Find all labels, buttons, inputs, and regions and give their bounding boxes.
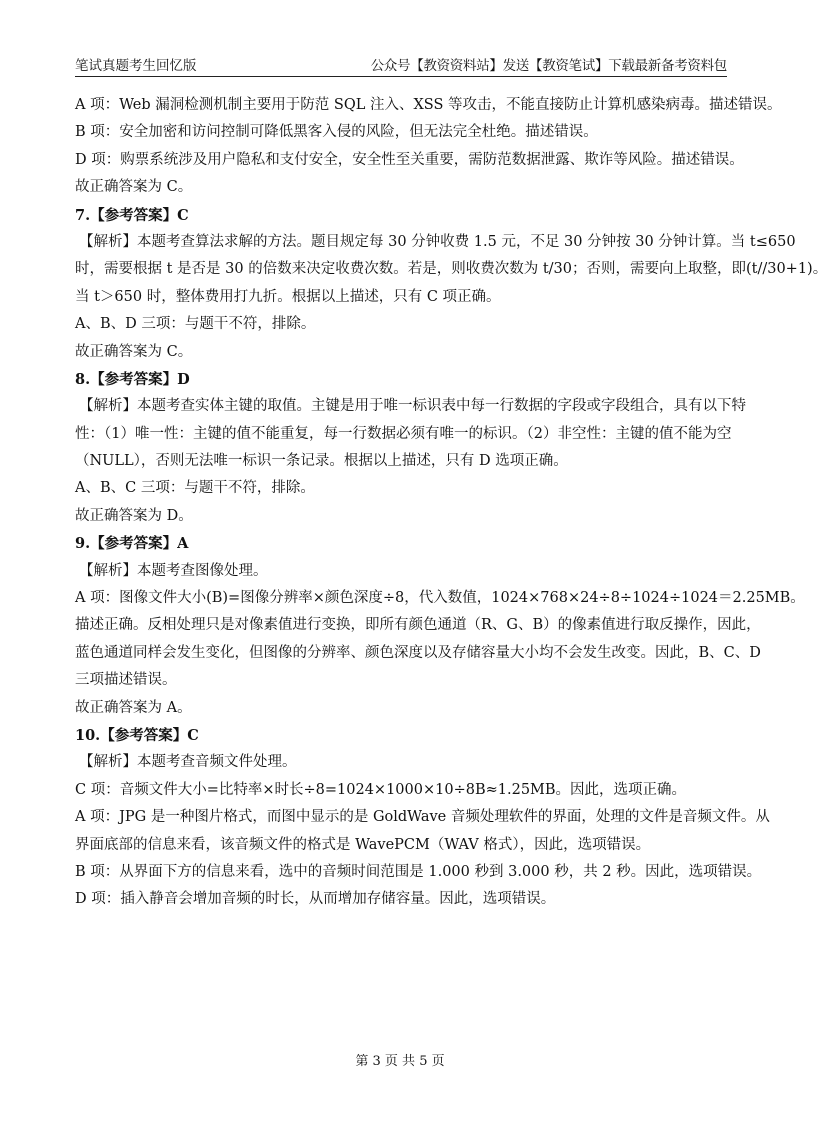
- text-line: 【解析】本题考查音频文件处理。: [79, 754, 297, 771]
- answer-heading-9: 9.【参考答案】A: [75, 535, 189, 553]
- text-line: 故正确答案为 D。: [75, 507, 193, 524]
- text-line: 三项描述错误。: [75, 672, 177, 689]
- text-line: A 项：Web 漏洞检测机制主要用于防范 SQL 注入、XSS 等攻击，不能直接防止计算机感染病毒。描述错误。: [75, 97, 782, 113]
- text-line: 界面底部的信息来看，该音频文件的格式是 WavePCM（WAV 格式），因此，选项错误。: [75, 836, 651, 853]
- page-content: [75, 92, 827, 914]
- text-line: 【解析】本题考查实体主键的取值。主键是用于唯一标识表中每一行数据的字段或字段组合，具有以下特: [79, 398, 746, 415]
- text-line: B 项：安全加密和访问控制可降低黑客入侵的风险，但无法完全杜绝。描述错误。: [75, 124, 598, 141]
- text-line: 【解析】本题考查图像处理。: [79, 562, 268, 579]
- answer-heading-8: 8.【参考答案】D: [75, 370, 190, 388]
- text-line: A 项：JPG 是一种图片格式，而图中显示的是 GoldWave 音频处理软件的界面，处理的文件是音频文件。从: [75, 809, 770, 826]
- text-line: （NULL），否则无法唯一标识一条记录。根据以上描述，只有 D 选项正确。: [75, 453, 568, 470]
- text-line: 故正确答案为 C。: [75, 179, 193, 196]
- text-line: C 项：音频文件大小=比特率×时长÷8=1024×1000×10÷8B≈1.25MB。因此，选项正确。: [75, 781, 687, 798]
- text-line: B 项：从界面下方的信息来看，选中的音频时间范围是 1.000 秒到 3.000 秒，共 2 秒。因此，选项错误。: [75, 863, 762, 880]
- header-left: 笔试真题考生回忆版: [75, 58, 197, 74]
- text-line: A、B、C 三项：与题干不符，排除。: [75, 480, 315, 497]
- answer-heading-7: 7.【参考答案】C: [75, 206, 189, 224]
- page-footer: 第 3 页 共 5 页: [355, 1054, 445, 1069]
- text-line: A 项：图像文件大小(B)=图像分辨率×颜色深度÷8，代入数值，1024×768×24÷8÷1024÷1024＝2.25MB。: [75, 590, 805, 607]
- text-line: 时，需要根据 t 是否是 30 的倍数来决定收费次数。若是，则收费次数为 t/30；否则，需要向上取整，即(t//30+1)。: [75, 261, 827, 278]
- text-line: 当 t＞650 时，整体费用打九折。根据以上描述，只有 C 项正确。: [75, 288, 501, 305]
- header-right: 公众号【教资资料站】发送【教资笔试】下载最新备考资料包: [370, 58, 727, 74]
- text-line: 【解析】本题考查算法求解的方法。题目规定每 30 分钟收费 1.5 元，不足 30 分钟按 30 分钟计算。当 t≤650: [79, 233, 796, 250]
- text-line: 故正确答案为 C。: [75, 343, 193, 360]
- text-line: D 项：插入静音会增加音频的时长，从而增加存储容量。因此，选项错误。: [75, 891, 556, 908]
- page-header: [75, 52, 727, 77]
- text-line: 蓝色通道同样会发生变化，但图像的分辨率、颜色深度以及存储容量大小均不会发生改变。因此，B、C、D: [75, 644, 761, 661]
- text-line: A、B、D 三项：与题干不符，排除。: [75, 316, 316, 333]
- text-line: 故正确答案为 A。: [75, 699, 192, 716]
- answer-heading-10: 10.【参考答案】C: [75, 726, 199, 744]
- text-line: 描述正确。反相处理只是对像素值进行变换，即所有颜色通道（R、G、B）的像素值进行取反操作，因此，: [75, 617, 761, 634]
- text-line: D 项：购票系统涉及用户隐私和支付安全，安全性至关重要，需防范数据泄露、欺诈等风险。描述错误。: [75, 151, 744, 168]
- text-line: 性：（1）唯一性：主键的值不能重复，每一行数据必须有唯一的标识。（2）非空性：主键的值不能为空: [75, 425, 732, 442]
